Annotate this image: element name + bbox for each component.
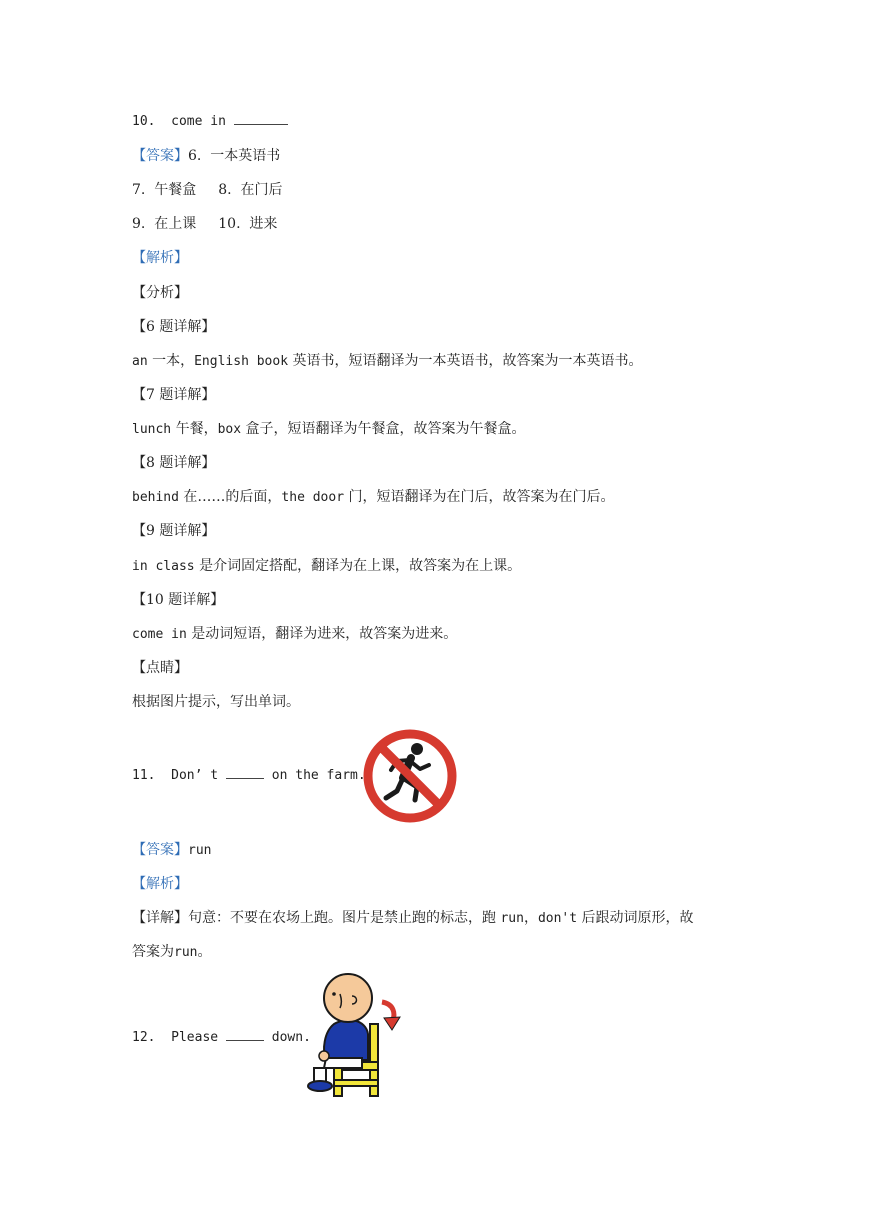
term: run <box>500 911 524 926</box>
answer-blank <box>226 1029 264 1041</box>
detail-10-heading: 【10 题详解】 <box>132 592 225 608</box>
term: English book <box>194 354 289 369</box>
detail-10-text <box>132 624 457 645</box>
answer-6: 6. 一本英语书 <box>188 148 281 164</box>
q11-before: Don’ t <box>171 768 219 783</box>
q11-analysis-tag: 【解析】 <box>132 876 188 892</box>
term: an <box>132 354 148 369</box>
q12-number: 12. <box>132 1030 156 1045</box>
answer-tag: 【答案】 <box>132 148 188 164</box>
q12-after: down. <box>271 1030 311 1045</box>
q11-line <box>132 766 366 786</box>
dianjing-text: 根据图片提示，写出单词。 <box>132 694 300 710</box>
answer-8: 8. 在门后 <box>218 182 283 198</box>
sit-down-illustration <box>304 972 408 1100</box>
answer-line-3 <box>132 214 277 234</box>
q11-detail-line-1 <box>132 908 694 929</box>
detail-text: 句意：不要在农场上跑。图片是禁止跑的标志，跑 <box>188 910 496 926</box>
answer-7: 7. 午餐盒 <box>132 182 197 198</box>
q11-answer: run <box>188 843 212 858</box>
gloss: 是介词固定搭配，翻译为在上课，故答案为在上课。 <box>199 558 522 574</box>
detail-6-text <box>132 351 642 372</box>
q11-answer-line <box>132 840 211 861</box>
analysis-tag: 【解析】 <box>132 250 188 266</box>
fenxi-heading: 【分析】 <box>132 285 188 301</box>
term: box <box>217 422 242 437</box>
detail-text: 。 <box>197 944 212 960</box>
term: don't <box>537 911 578 926</box>
detail-8-text <box>132 487 615 508</box>
gloss: 盒子，短语翻译为午餐盒，故答案为午餐盒。 <box>245 421 526 437</box>
q12-line <box>132 1028 311 1048</box>
detail-text: 后跟动词原形，故 <box>581 910 694 926</box>
detail-8-heading: 【8 题详解】 <box>132 455 216 471</box>
term: run <box>174 945 198 960</box>
gloss: 是动词短语，翻译为进来，故答案为进来。 <box>191 626 458 642</box>
no-running-sign-icon <box>361 727 459 825</box>
detail-6-heading: 【6 题详解】 <box>132 319 216 335</box>
term: the door <box>281 490 345 505</box>
gloss: 一本， <box>152 353 195 369</box>
term: in class <box>132 559 195 574</box>
answer-10: 10. 进来 <box>218 216 278 232</box>
q11-detail-line-2 <box>132 942 211 963</box>
dianjing-heading: 【点睛】 <box>132 660 188 676</box>
answer-blank <box>234 113 288 125</box>
detail-9-heading: 【9 题详解】 <box>132 523 216 539</box>
answer-tag: 【答案】 <box>132 842 188 858</box>
answer-blank <box>226 767 264 779</box>
term: behind <box>132 490 179 505</box>
q10-number: 10. <box>132 114 156 129</box>
detail-text: ， <box>523 910 538 926</box>
q10-line <box>132 112 288 132</box>
q11-after: on the farm. <box>271 768 366 783</box>
gloss: 在……的后面， <box>183 489 282 505</box>
detail-9-text <box>132 556 521 577</box>
answer-line-1 <box>132 146 280 166</box>
answer-9: 9. 在上课 <box>132 216 197 232</box>
detail-7-text <box>132 419 526 440</box>
term: lunch <box>132 422 172 437</box>
q11-number: 11. <box>132 768 156 783</box>
term: come in <box>132 627 187 642</box>
detail-text: 答案为 <box>132 944 174 960</box>
gloss: 午餐， <box>175 421 218 437</box>
answer-line-2 <box>132 180 283 200</box>
detail-7-heading: 【7 题详解】 <box>132 387 216 403</box>
q10-text: come in <box>171 114 226 129</box>
gloss: 门，短语翻译为在门后，故答案为在门后。 <box>348 489 615 505</box>
q12-before: Please <box>171 1030 219 1045</box>
detail-tag: 【详解】 <box>132 910 188 926</box>
gloss: 英语书，短语翻译为一本英语书，故答案为一本英语书。 <box>292 353 643 369</box>
